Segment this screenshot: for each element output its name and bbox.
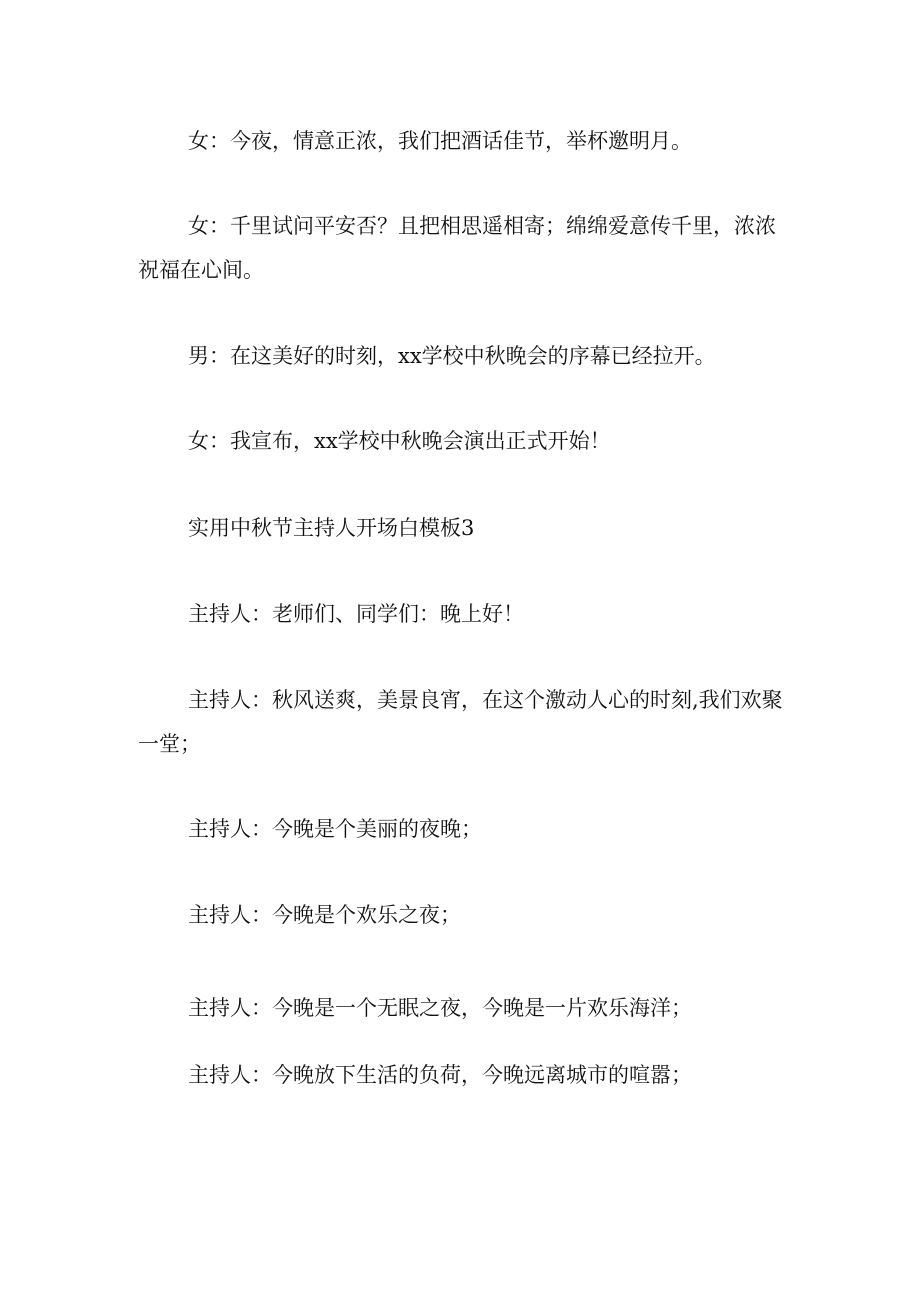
paragraph-female-thousand-miles: 女：千里试问平安否？且把相思遥相寄；绵绵爱意传千里，浓浓祝福在心间。 [138,214,776,282]
paragraph-female-tonight: 女：今夜，情意正浓，我们把酒话佳节，举杯邀明月。 [188,129,692,153]
paragraph-female-announce: 女：我宣布，xx学校中秋晚会演出正式开始！ [188,429,611,453]
paragraph-host-away-from-city: 主持人：今晚放下生活的负荷，今晚远离城市的喧嚣； [188,1063,692,1087]
paragraph-host-joyful-night: 主持人：今晚是个欢乐之夜； [188,903,461,927]
section-heading: 实用中秋节主持人开场白模板3 [188,516,475,540]
paragraph-male-opening: 男：在这美好的时刻，xx学校中秋晚会的序幕已经拉开。 [188,344,716,368]
paragraph-host-beautiful-night: 主持人：今晚是个美丽的夜晚； [188,817,482,841]
paragraph-host-sleepless-night: 主持人：今晚是一个无眠之夜，今晚是一片欢乐海洋； [188,996,692,1020]
paragraph-host-greeting: 主持人：老师们、同学们：晚上好！ [188,602,524,626]
paragraph-host-gathering: 主持人：秋风送爽，美景良宵，在这个激动人心的时刻,我们欢聚一堂； [138,688,783,756]
